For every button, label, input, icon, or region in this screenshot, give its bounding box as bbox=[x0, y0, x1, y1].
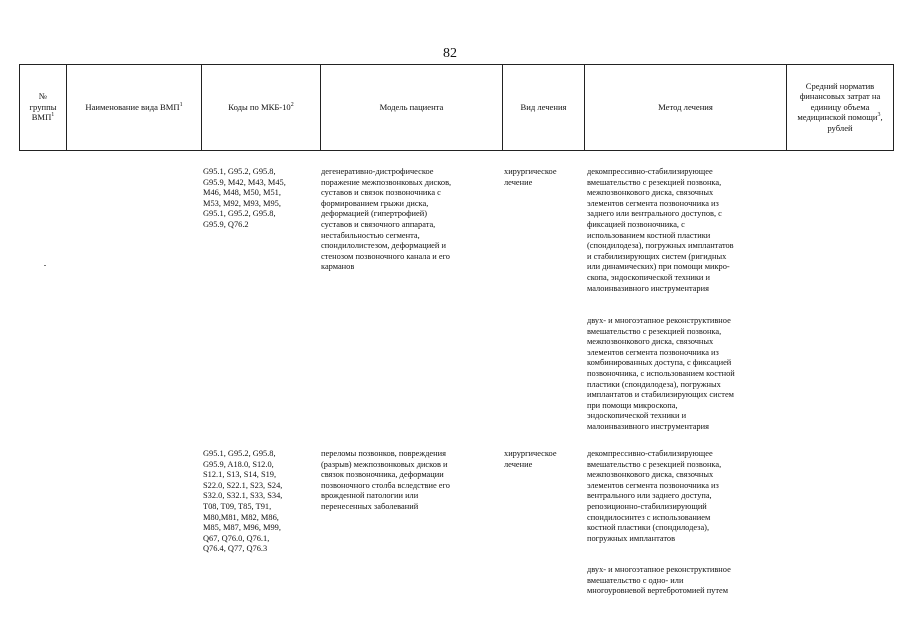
header-bottom-border bbox=[19, 150, 894, 151]
footnote-mark: 3 bbox=[877, 112, 881, 119]
row-2-patient-model: переломы позвонков, повреждения (разрыв) межпозвонковых дисков и связок позвоночника, деформации позвоночного столба вследствие его врожденной патологии или перенесенных заболеваний bbox=[321, 449, 450, 511]
footnote-mark: 1 bbox=[179, 101, 183, 108]
column-divider bbox=[893, 64, 894, 150]
header-treatment-type bbox=[503, 64, 584, 150]
header-group-number bbox=[20, 64, 66, 150]
header-vmp-name bbox=[67, 64, 201, 150]
footnote-mark: 2 bbox=[290, 101, 294, 108]
header-group-number-text: группы ВМП bbox=[29, 101, 57, 123]
header-treatment-method bbox=[585, 64, 786, 150]
header-treatment-method-text: Метод лечения bbox=[658, 101, 713, 112]
header-treatment-type-text: Вид лечения bbox=[520, 101, 567, 112]
row-2-icd-codes: G95.1, G95.2, G95.8, G95.9, A18.0, S12.0, S12.1, S13, S14, S19, S22.0, S22.1, S23, S24, S32.0, S32.1, S33, S34, T08, T09, T85, T91, M80,M81, M82, M86, M85, M87, M96, M99, Q67, Q76.0, Q76.1, Q76.4, Q77, Q76.3 bbox=[203, 449, 283, 554]
row-1-treatment-type: хирургическое лечение bbox=[504, 167, 557, 187]
header-patient-model bbox=[321, 64, 502, 150]
row-2-method-2: двух- и многоэтапное реконструктивное вмешательство с одно- или многоуровневой вертебротомией путем bbox=[587, 565, 731, 596]
header-cost-standard-text: Средний норматив финансовых затрат на единицу объема медицинской помощи bbox=[797, 80, 881, 123]
page-number: 82 bbox=[443, 46, 457, 61]
row-2-method-1: декомпрессивно-стабилизирующее вмешательство с резекцией позвонка, межпозвонкового диска, связочных элементов сегмента позвоночника из вентрального или заднего доступа, репозиционно-стабилизирующий спондилосинтез с использованием костной пластики (спондилодеза), погружных имплантатов bbox=[587, 449, 722, 543]
row-1-icd-codes: G95.1, G95.2, G95.8, G95.9, M42, M43, M45, M46, M48, M50, M51, M53, M92, M93, M95, G95.1, G95.2, G95.8, G95.9, Q76.2 bbox=[203, 167, 286, 229]
header-group-number-sign: № bbox=[38, 91, 48, 102]
header-vmp-name-text: Наименование вида ВМП bbox=[85, 101, 180, 112]
header-cost-standard bbox=[787, 64, 893, 150]
row-1-method-1: декомпрессивно-стабилизирующее вмешательство с резекцией позвонка, межпозвонкового диска, связочных элементов сегмента позвоночника из заднего или вентрального доступов, с фиксацией позвоночника, с использованием костной пластики (спондилодеза), погружных имплантатов и стабилизирующих систем (ригидных или динамических) при помощи микро- скопа, эндоскопической техники и малоинвазивного инструментария bbox=[587, 167, 734, 293]
row-1-patient-model: дегенеративно-дистрофическое поражение межпозвонковых дисков, суставов и связок позвоночника с формированием грыжи диска, деформацией (гипертрофией) суставов и связочного аппарата, нестабильностью сегмента, спондилолистезом, деформацией и стенозом позвоночного канала и его карманов bbox=[321, 167, 452, 272]
scan-speck bbox=[44, 265, 46, 266]
row-1-method-2: двух- и многоэтапное реконструктивное вмешательство с резекцией позвонка, межпозвонкового диска, связочных элементов сегмента позвоночника из комбинированных доступа, с фиксацией позвоночника, с использованием костной пластики (спондилодеза), погружных имплантатов и стабилизирующих систем при помощи микроскопа, эндоскопической техники и малоинвазивного инструментария bbox=[587, 316, 735, 431]
header-icd-codes bbox=[202, 64, 320, 150]
footnote-mark: 1 bbox=[51, 112, 55, 119]
header-icd-codes-text: Коды по МКБ-10 bbox=[228, 101, 291, 112]
header-cost-standard-unit: , рублей bbox=[827, 112, 883, 133]
row-2-treatment-type: хирургическое лечение bbox=[504, 449, 557, 469]
header-patient-model-text: Модель пациента bbox=[379, 101, 444, 112]
